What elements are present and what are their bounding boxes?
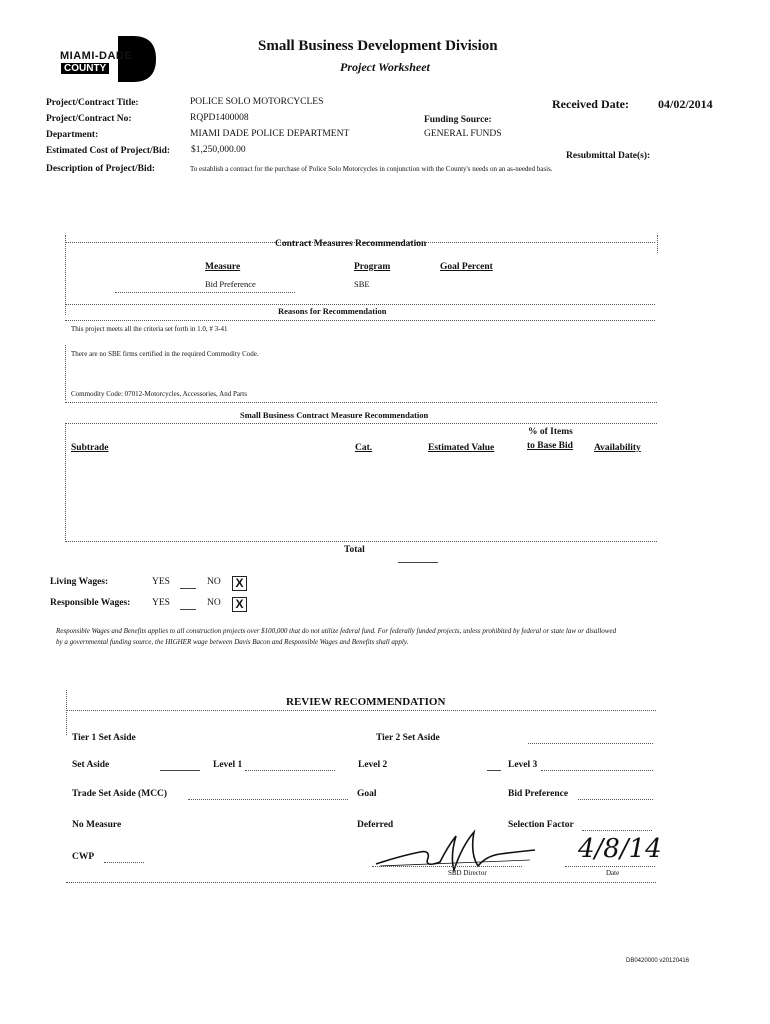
date-label: Date	[606, 869, 620, 877]
col-program: Program	[354, 262, 391, 272]
cost-value: $1,250,000.00	[191, 145, 246, 155]
goal-label: Goal	[357, 789, 377, 799]
resubmittal-label: Resubmittal Date(s):	[566, 151, 651, 161]
department-label: Department:	[46, 130, 99, 140]
logo-text-top: MIAMI-DADE	[60, 50, 133, 62]
description-value: To establish a contract for the purchase of Police Solo Motorcycles in conjunction with the County's needs on an as-needed basis.	[190, 165, 553, 173]
trade-label: Trade Set Aside (MCC)	[72, 789, 168, 799]
living-wages-label: Living Wages:	[50, 577, 109, 587]
small-business-heading: Small Business Contract Measure Recommendation	[240, 410, 429, 420]
logo-text-bottom: COUNTY	[61, 63, 109, 74]
responsible-no-checkbox[interactable]: X	[232, 597, 247, 612]
received-value: 04/02/2014	[658, 97, 713, 111]
funding-label: Funding Source:	[424, 115, 492, 125]
number-label: Project/Contract No:	[46, 114, 132, 124]
cost-label: Estimated Cost of Project/Bid:	[46, 146, 171, 156]
level2-label: Level 2	[358, 760, 388, 770]
funding-value: GENERAL FUNDS	[424, 129, 502, 139]
living-yes: YES	[152, 577, 170, 587]
selection-label: Selection Factor	[508, 820, 574, 830]
tier2-label: Tier 2 Set Aside	[376, 733, 440, 743]
row-program: SBE	[354, 279, 370, 289]
director-label: SBD Director	[448, 869, 487, 877]
col-cat: Cat.	[355, 443, 373, 453]
division-title: Small Business Development Division	[258, 38, 498, 54]
row-measure: Bid Preference	[205, 279, 256, 289]
reason-line-3: Commodity Code: 07012-Motorcycles, Accessories, And Parts	[71, 390, 247, 398]
wages-note: Responsible Wages and Benefits applies to all construction projects over $100,000 that do not utilize federal fund. For federally funded projects, unless prohibited by federal or state law or disallowed by a governmental funding source, the HIGHER wage between Davis Bacon and Responsible Wages and Benefits shall apply.	[56, 627, 617, 646]
total-label: Total	[344, 545, 365, 555]
cwp-label: CWP	[72, 852, 95, 862]
tier1-label: Tier 1 Set Aside	[72, 733, 136, 743]
county-logo	[58, 34, 158, 84]
form-code: DB0420000 v20120416	[626, 958, 690, 964]
responsible-no: NO	[207, 598, 221, 608]
title-label: Project/Contract Title:	[46, 98, 139, 108]
handwritten-date: 4/8/14	[578, 834, 662, 864]
col-subtrade: Subtrade	[71, 443, 109, 453]
reason-line-1: This project meets all the criteria set forth in 1.0, # 3-41	[71, 325, 228, 333]
number-value: RQPD1400008	[190, 113, 249, 123]
col-measure: Measure	[205, 262, 241, 272]
living-no: NO	[207, 577, 221, 587]
contract-measures-heading: Contract Measures Recommendation	[275, 239, 427, 249]
bid-pref-label: Bid Preference	[508, 789, 569, 799]
set-aside-label: Set Aside	[72, 760, 110, 770]
responsible-yes: YES	[152, 598, 170, 608]
title-value: POLICE SOLO MOTORCYCLES	[190, 97, 324, 107]
review-heading: REVIEW RECOMMENDATION	[286, 696, 446, 708]
col-pct-2: to Base Bid	[527, 441, 573, 451]
level3-label: Level 3	[508, 760, 538, 770]
description-label: Description of Project/Bid:	[46, 164, 156, 174]
col-pct-1: % of Items	[528, 427, 573, 437]
col-estimated: Estimated Value	[428, 443, 495, 453]
received-label: Received Date:	[552, 97, 629, 111]
responsible-wages-label: Responsible Wages:	[50, 598, 131, 608]
col-goal: Goal Percent	[440, 262, 493, 272]
reasons-heading: Reasons for Recommendation	[278, 306, 387, 316]
living-no-checkbox[interactable]: X	[232, 576, 247, 591]
col-availability: Availability	[594, 443, 641, 453]
reason-line-2: There are no SBE firms certified in the required Commodity Code.	[71, 350, 259, 358]
worksheet-subtitle: Project Worksheet	[340, 60, 430, 74]
department-value: MIAMI DADE POLICE DEPARTMENT	[190, 129, 350, 139]
deferred-label: Deferred	[357, 820, 394, 830]
no-measure-label: No Measure	[72, 820, 122, 830]
level1-label: Level 1	[213, 760, 243, 770]
